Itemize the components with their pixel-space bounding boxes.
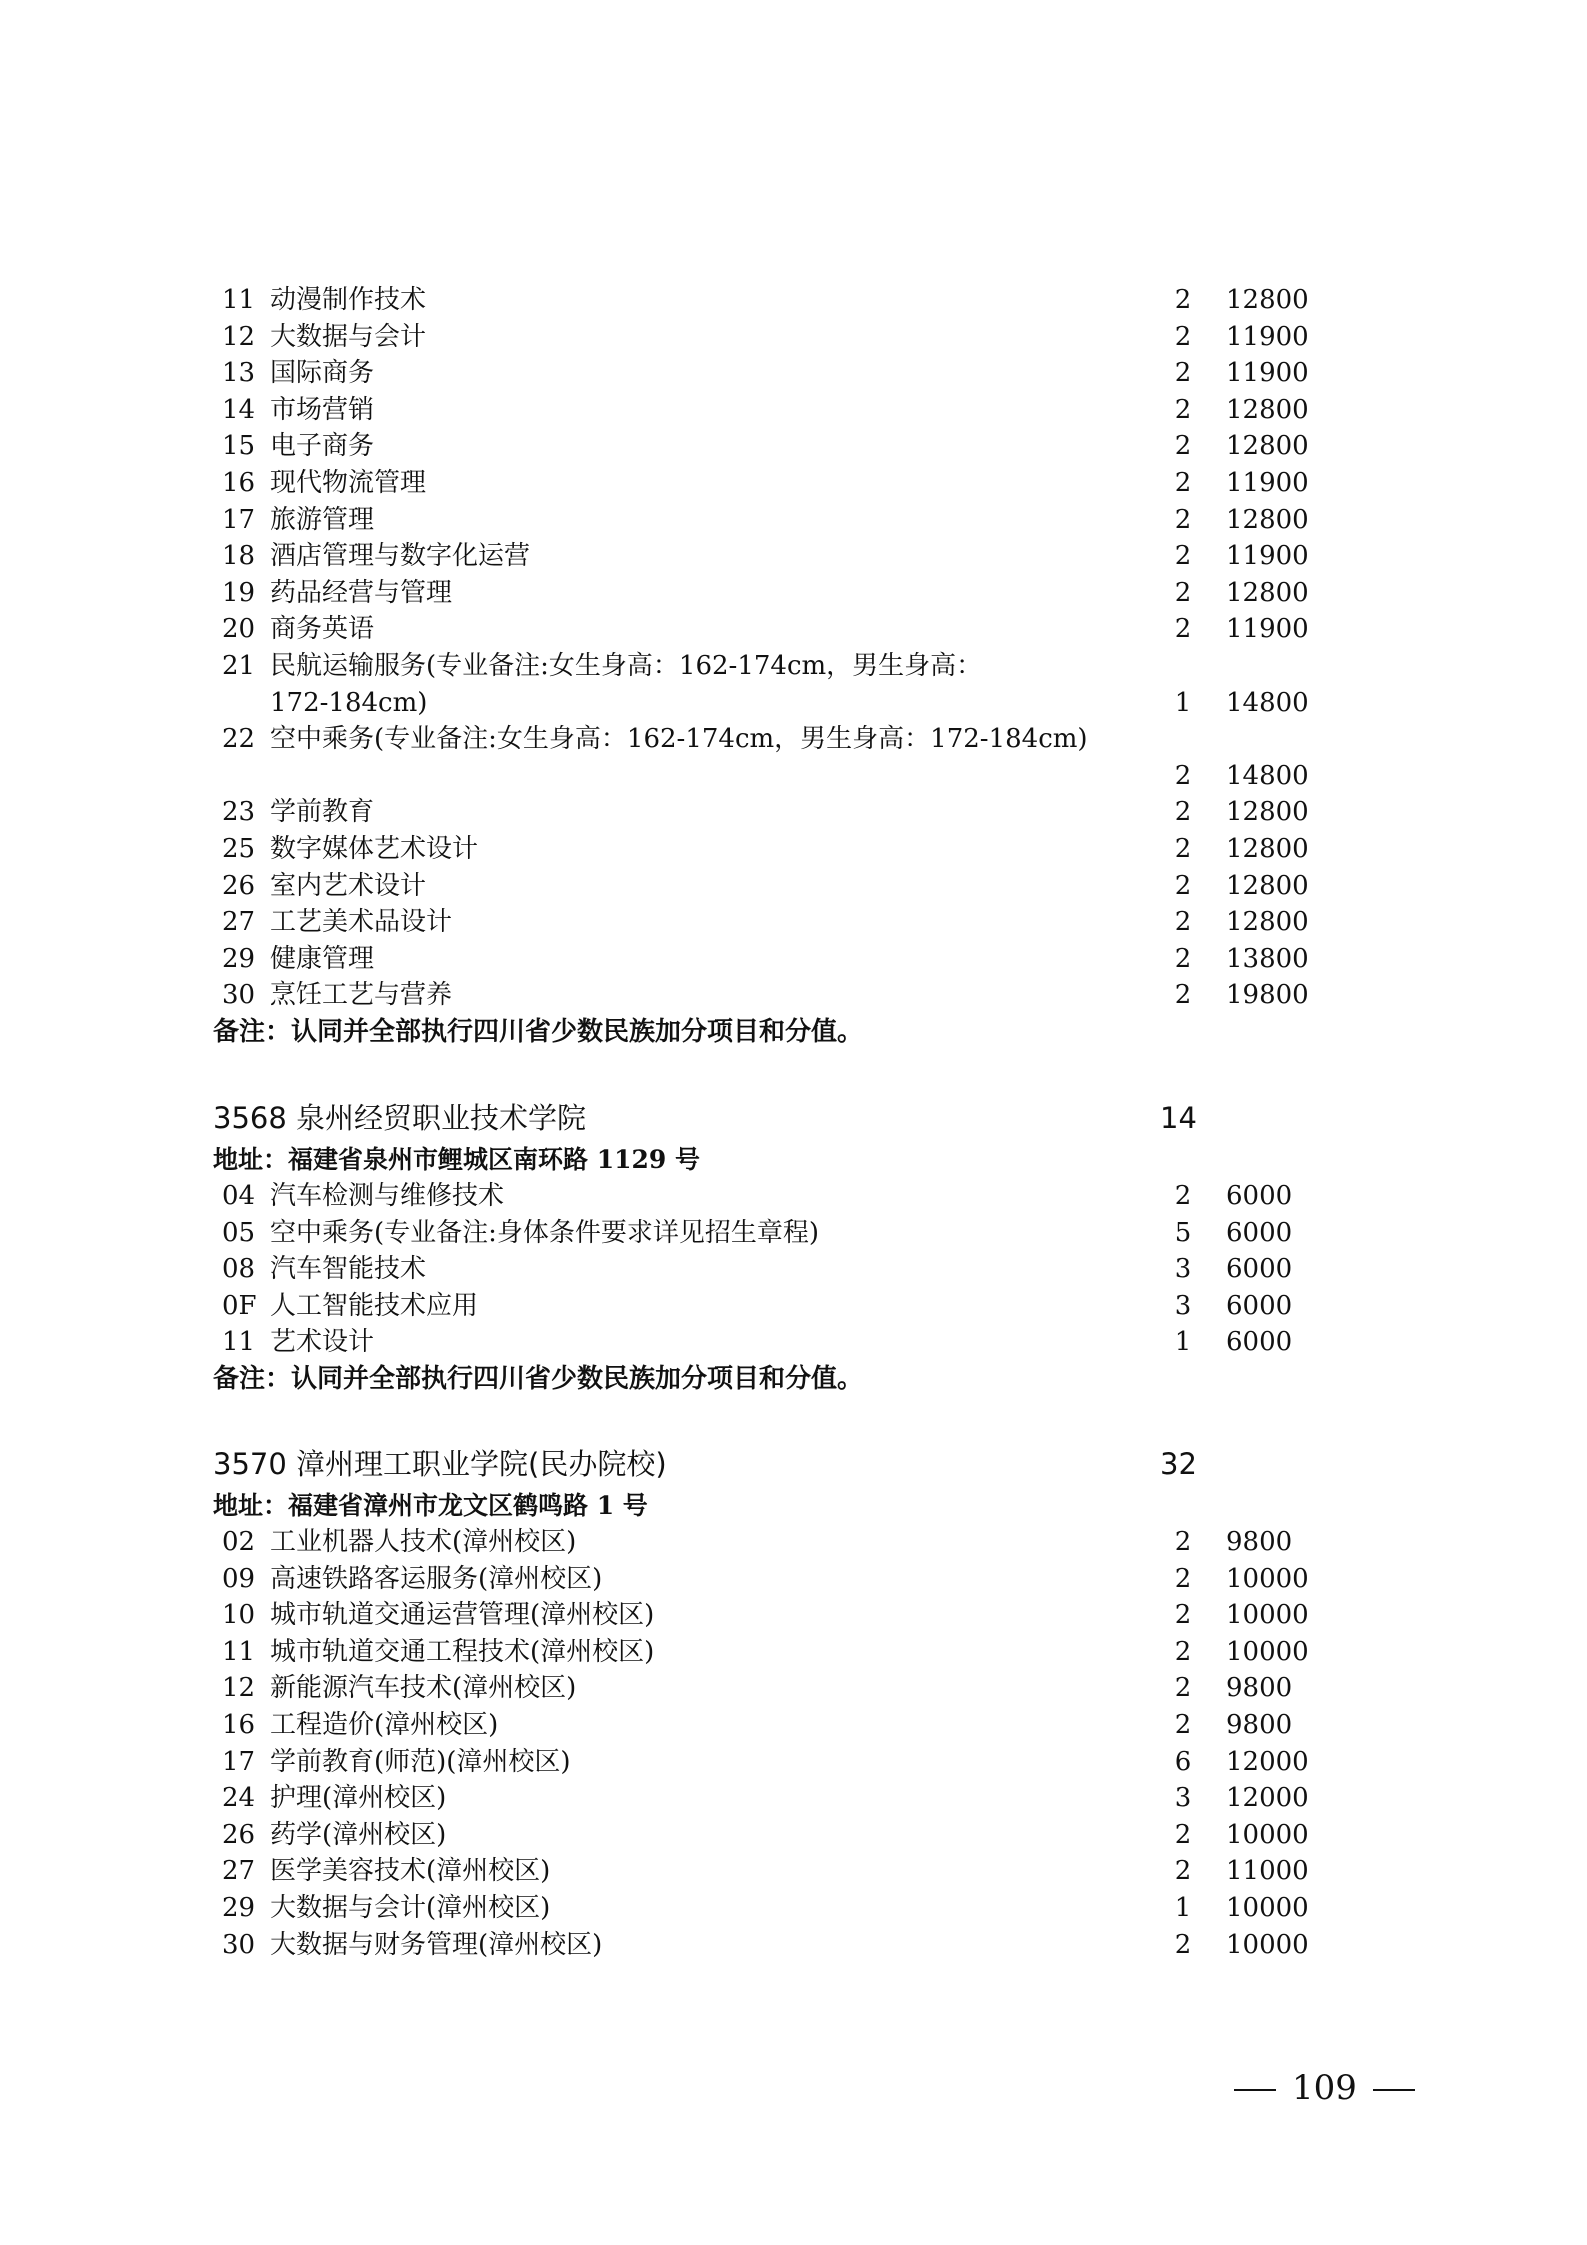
program-count: 2: [1174, 1636, 1192, 1667]
table-row: [0, 1634, 1587, 1670]
program-count: 2: [1174, 797, 1192, 828]
program-count: 2: [1174, 1527, 1192, 1557]
program-count: 2: [1174, 1710, 1192, 1740]
program-code: 14: [222, 394, 256, 425]
program-fee: 11900: [1226, 468, 1309, 498]
program-count: 3: [1174, 1254, 1192, 1285]
table-row: [0, 538, 1587, 574]
program-fee: 6000: [1226, 1254, 1293, 1285]
program-code: 0F: [222, 1290, 257, 1321]
program-count: 2: [1174, 834, 1192, 864]
table-row: [0, 648, 1587, 684]
program-fee: 12000: [1226, 1746, 1309, 1777]
program-name: 电子商务: [270, 431, 375, 462]
table-row: [0, 721, 1587, 757]
program-name: 动漫制作技术: [270, 285, 427, 315]
program-name: 商务英语: [270, 614, 375, 645]
program-name: 药品经营与管理: [270, 577, 453, 608]
program-count: 2: [1174, 1819, 1192, 1850]
program-name: 大数据与会计(漳州校区): [270, 1893, 551, 1923]
program-name: 护理(漳州校区): [270, 1783, 447, 1814]
program-name: 酒店管理与数字化运营: [270, 541, 531, 572]
program-name: 药学(漳州校区): [270, 1819, 447, 1850]
program-name: 汽车检测与维修技术: [270, 1181, 505, 1211]
table-row: [0, 941, 1587, 977]
program-count: 2: [1174, 358, 1192, 389]
program-code: 17: [222, 504, 256, 535]
program-fee: 12800: [1226, 834, 1309, 864]
program-count: 2: [1174, 1856, 1192, 1887]
program-count: 2: [1174, 614, 1192, 645]
program-name: 大数据与财务管理(漳州校区): [270, 1929, 603, 1960]
program-count: 1: [1174, 687, 1192, 718]
table-row: [0, 282, 1587, 318]
program-fee: 9800: [1226, 1710, 1293, 1740]
table-row-continuation: [0, 758, 1587, 794]
program-name: 汽车智能技术: [270, 1254, 427, 1285]
program-code: 27: [222, 1856, 256, 1887]
program-fee: 13800: [1226, 943, 1309, 974]
page-number-value: 109: [1292, 2068, 1357, 2108]
program-fee: 12800: [1226, 285, 1309, 315]
program-code: 05: [222, 1217, 256, 1248]
program-code: 11: [222, 1636, 256, 1667]
program-code: 08: [222, 1254, 256, 1285]
table-row: [0, 977, 1587, 1013]
program-name: 艺术设计: [270, 1327, 375, 1358]
table-row: [0, 392, 1587, 428]
program-count: 5: [1174, 1217, 1192, 1248]
table-row: [0, 1251, 1587, 1287]
program-count: 2: [1174, 1181, 1192, 1211]
program-name: 高速铁路客运服务(漳州校区): [270, 1563, 603, 1594]
table-row: [0, 428, 1587, 464]
program-name: 空中乘务(专业备注:女生身高：162-174cm，男生身高：172-184cm): [270, 724, 1088, 755]
program-count: 2: [1174, 431, 1192, 462]
program-name: 烹饪工艺与营养: [270, 980, 453, 1011]
program-fee: 11900: [1226, 614, 1309, 645]
table-row: [0, 502, 1587, 538]
program-code: 21: [222, 651, 256, 681]
program-count: 2: [1174, 541, 1192, 572]
program-fee: 11900: [1226, 358, 1309, 389]
program-name: 城市轨道交通工程技术(漳州校区): [270, 1636, 655, 1667]
program-fee: 12800: [1226, 577, 1309, 608]
program-fee: 12000: [1226, 1783, 1309, 1814]
program-name: 城市轨道交通运营管理(漳州校区): [270, 1600, 655, 1631]
program-name: 市场营销: [270, 394, 375, 425]
program-code: 15: [222, 431, 256, 462]
school-heading: [213, 1096, 1413, 1140]
program-fee: 11900: [1226, 321, 1309, 352]
program-name: 人工智能技术应用: [270, 1290, 479, 1321]
table-row: [0, 831, 1587, 867]
program-code: 11: [222, 1327, 256, 1358]
program-fee: 12800: [1226, 394, 1309, 425]
program-name: 学前教育: [270, 797, 375, 828]
table-row: [0, 794, 1587, 830]
program-code: 26: [222, 1819, 256, 1850]
school-total: 32: [1160, 1447, 1197, 1481]
table-row: [0, 868, 1587, 904]
program-name: 室内艺术设计: [270, 870, 427, 901]
program-code: 04: [222, 1181, 256, 1211]
program-name: 数字媒体艺术设计: [270, 834, 479, 864]
page-number: [1218, 2066, 1431, 2110]
program-name: 健康管理: [270, 943, 375, 974]
program-fee: 19800: [1226, 980, 1309, 1011]
program-code: 16: [222, 468, 256, 498]
program-name: 旅游管理: [270, 504, 375, 535]
program-count: 2: [1174, 577, 1192, 608]
table-row: [0, 1561, 1587, 1597]
program-fee: 11900: [1226, 541, 1309, 572]
dash-left: [1234, 2089, 1276, 2091]
table-row: [0, 904, 1587, 940]
program-count: 2: [1174, 907, 1192, 938]
table-row: [0, 319, 1587, 355]
program-code: 22: [222, 724, 256, 755]
program-count: 2: [1174, 285, 1192, 315]
program-name: 现代物流管理: [270, 468, 427, 498]
program-code: 10: [222, 1600, 256, 1631]
program-fee: 10000: [1226, 1893, 1309, 1923]
program-fee: 10000: [1226, 1563, 1309, 1594]
program-fee: 10000: [1226, 1929, 1309, 1960]
program-count: 2: [1174, 870, 1192, 901]
program-code: 17: [222, 1746, 256, 1777]
program-code: 25: [222, 834, 256, 864]
program-code: 30: [222, 980, 256, 1011]
program-count: 2: [1174, 980, 1192, 1011]
table-row: [0, 1780, 1587, 1816]
program-count: 2: [1174, 760, 1192, 791]
program-fee: 6000: [1226, 1327, 1293, 1358]
table-row: [0, 1707, 1587, 1743]
table-row-continuation: [0, 685, 1587, 721]
program-code: 12: [222, 1673, 256, 1704]
program-count: 2: [1174, 943, 1192, 974]
table-row: [0, 1853, 1587, 1889]
program-fee: 10000: [1226, 1600, 1309, 1631]
program-code: 29: [222, 1893, 256, 1923]
school-heading: [213, 1442, 1413, 1486]
program-count: 2: [1174, 1600, 1192, 1631]
program-fee: 14800: [1226, 760, 1309, 791]
program-fee: 10000: [1226, 1819, 1309, 1850]
program-count: 6: [1174, 1746, 1192, 1777]
school-total: 14: [1160, 1101, 1197, 1135]
program-name: 新能源汽车技术(漳州校区): [270, 1673, 577, 1704]
program-name-line2: 172-184cm): [270, 687, 428, 718]
program-count: 1: [1174, 1893, 1192, 1923]
program-code: 20: [222, 614, 256, 645]
school-address: 地址：福建省泉州市鲤城区南环路 1129 号: [213, 1145, 700, 1174]
program-code: 30: [222, 1929, 256, 1960]
program-code: 09: [222, 1563, 256, 1594]
program-fee: 6000: [1226, 1217, 1293, 1248]
program-count: 3: [1174, 1290, 1192, 1321]
program-count: 2: [1174, 504, 1192, 535]
program-code: 26: [222, 870, 256, 901]
program-code: 13: [222, 358, 256, 389]
program-name: 学前教育(师范)(漳州校区): [270, 1746, 571, 1777]
program-name: 医学美容技术(漳州校区): [270, 1856, 551, 1887]
program-code: 27: [222, 907, 256, 938]
school-name: 3568 泉州经贸职业技术学院: [213, 1101, 587, 1135]
program-count: 2: [1174, 1673, 1192, 1704]
program-code: 02: [222, 1527, 256, 1557]
program-fee: 12800: [1226, 907, 1309, 938]
program-code: 24: [222, 1783, 256, 1814]
program-fee: 6000: [1226, 1290, 1293, 1321]
program-count: 2: [1174, 1929, 1192, 1960]
school-address: 地址：福建省漳州市龙文区鹤鸣路 1 号: [213, 1491, 648, 1520]
program-name: 工程造价(漳州校区): [270, 1710, 499, 1740]
program-fee: 12800: [1226, 431, 1309, 462]
program-fee: 6000: [1226, 1181, 1293, 1211]
dash-right: [1373, 2089, 1415, 2091]
table-row: [0, 1817, 1587, 1853]
table-row: [0, 1215, 1587, 1251]
program-count: 3: [1174, 1783, 1192, 1814]
table-row: [0, 1324, 1587, 1360]
table-row: [0, 1890, 1587, 1926]
program-code: 11: [222, 285, 256, 315]
table-row: [0, 1178, 1587, 1214]
program-code: 19: [222, 577, 256, 608]
program-name: 工业机器人技术(漳州校区): [270, 1527, 577, 1557]
program-name: 国际商务: [270, 358, 375, 389]
program-name: 空中乘务(专业备注:身体条件要求详见招生章程): [270, 1217, 820, 1248]
program-fee: 9800: [1226, 1527, 1293, 1557]
remark-note: 备注：认同并全部执行四川省少数民族加分项目和分值。: [213, 1364, 864, 1394]
table-row: [0, 1744, 1587, 1780]
school-name: 3570 漳州理工职业学院(民办院校): [213, 1447, 667, 1481]
table-row: [0, 1524, 1587, 1560]
program-name-line1: 民航运输服务(专业备注:女生身高：162-174cm，男生身高：: [270, 651, 983, 681]
program-fee: 10000: [1226, 1636, 1309, 1667]
program-fee: 14800: [1226, 687, 1309, 718]
program-code: 18: [222, 541, 256, 572]
program-code: 16: [222, 1710, 256, 1740]
program-name: 工艺美术品设计: [270, 907, 453, 938]
program-code: 12: [222, 321, 256, 352]
table-row: [0, 1670, 1587, 1706]
program-name: 大数据与会计: [270, 321, 427, 352]
program-code: 29: [222, 943, 256, 974]
table-row: [0, 575, 1587, 611]
program-fee: 11000: [1226, 1856, 1309, 1887]
program-count: 2: [1174, 468, 1192, 498]
table-row: [0, 355, 1587, 391]
program-count: 2: [1174, 321, 1192, 352]
program-code: 23: [222, 797, 256, 828]
table-row: [0, 1597, 1587, 1633]
table-row: [0, 611, 1587, 647]
program-count: 2: [1174, 1563, 1192, 1594]
program-fee: 9800: [1226, 1673, 1293, 1704]
remark-note: 备注：认同并全部执行四川省少数民族加分项目和分值。: [213, 1017, 864, 1047]
table-row: [0, 1927, 1587, 1963]
table-row: [0, 1288, 1587, 1324]
table-row: [0, 465, 1587, 501]
program-fee: 12800: [1226, 870, 1309, 901]
program-count: 2: [1174, 394, 1192, 425]
program-fee: 12800: [1226, 797, 1309, 828]
program-fee: 12800: [1226, 504, 1309, 535]
program-count: 1: [1174, 1327, 1192, 1358]
